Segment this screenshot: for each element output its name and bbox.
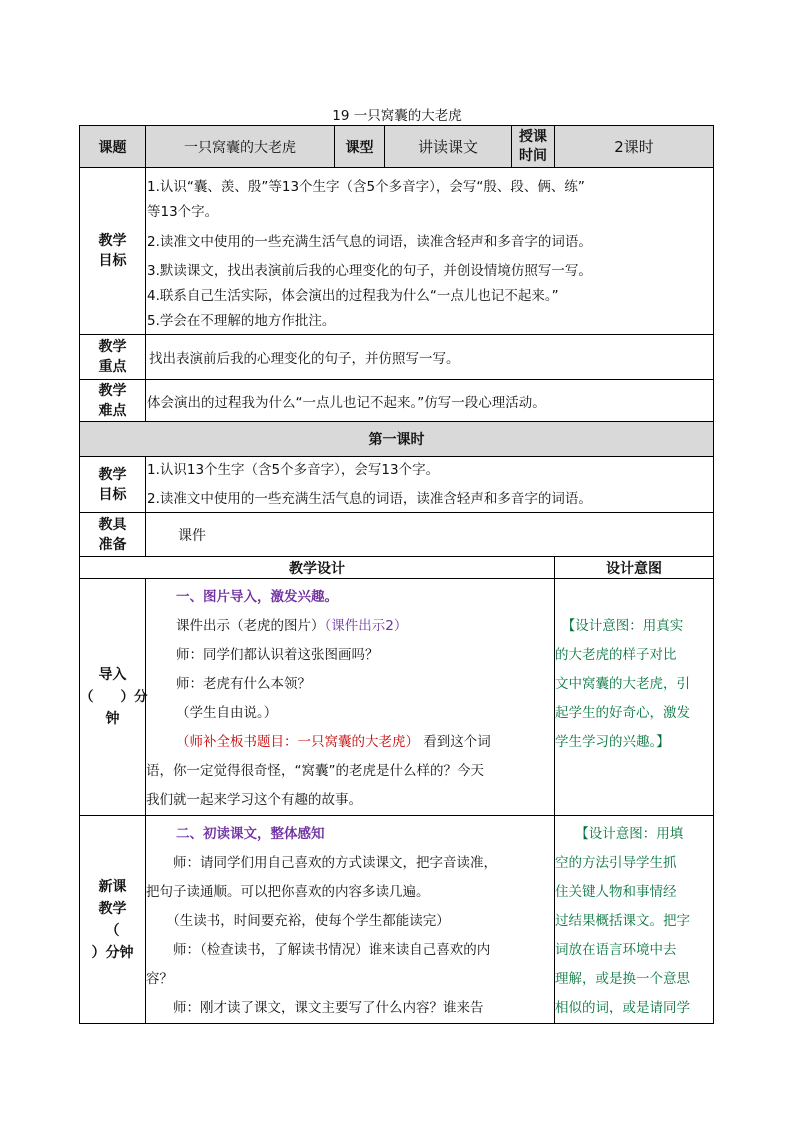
goals2-content [146, 457, 714, 513]
intro-line: 师：老虎有什么本领？ [176, 676, 311, 692]
goal-item: 4.联系自己生活实际，体会演出的过程我为什么“一点儿也记不起来。” [147, 288, 559, 304]
intro-row [80, 579, 714, 816]
design-header-row [80, 557, 714, 579]
newlesson-label: 新课 教学 （ ）分钟 [80, 816, 146, 1024]
prep-label: 教具 准备 [80, 513, 146, 557]
goals-label: 教学 目标 [80, 168, 146, 335]
goals-row [80, 168, 714, 335]
difficulties-row [80, 380, 714, 422]
goals2-row [80, 457, 714, 513]
lesson-type-label: 课型 [335, 126, 385, 168]
newlesson-line: （生读书，时间要充裕，使每个学生都能读完） [146, 913, 450, 929]
section-row [80, 422, 714, 457]
newlesson-intent: 【设计意图：用填 空的方法引导学生抓 住关键人物和事情经 过结果概括课文。把字 词放在语言环境中去 理解，或是换一个意思 相似的词，或是请同学 [555, 816, 714, 1024]
newlesson-row [80, 816, 714, 1024]
goal-item: 1.认识“囊、羡、殷”等13个生字（含5个多音字），会写“殷、段、俩、练” [147, 179, 585, 195]
difficulties-label: 教学 难点 [80, 380, 146, 422]
section-title: 第一课时 [80, 422, 714, 457]
lesson-topic-label: 课题 [80, 126, 146, 168]
goal-item: 等13个字。 [147, 204, 219, 220]
intent-header: 设计意图 [555, 557, 714, 579]
goal-item: 5.学会在不理解的地方作批注。 [147, 313, 336, 329]
newlesson-line: 师：刚才读了课文，课文主要写了什么内容？谁来告 [146, 1000, 484, 1016]
goals2-label: 教学 目标 [80, 457, 146, 513]
lesson-hours: 2课时 [555, 126, 714, 168]
intro-intent: 【设计意图：用真实 的大老虎的样子对比 文中窝囊的大老虎，引 起学生的好奇心，激发 学生学习的兴趣。】 [555, 579, 714, 816]
newlesson-line: 师：（检查读书，了解读书情况）谁来读自己喜欢的内 [146, 942, 491, 958]
goal-item: 1.认识13个生字（含5个多音字），会写13个字。 [147, 461, 440, 478]
goal-item: 3.默读课文，找出表演前后我的心理变化的句子，并创设情境仿照写一写。 [147, 263, 592, 279]
intro-line: 师：同学们都认识着这张图画吗？ [176, 647, 379, 663]
lesson-plan-table [79, 125, 714, 1024]
intro-line: （学生自由说。） [176, 705, 278, 721]
key-points-row [80, 335, 714, 380]
intro-line: （师补全板书题目：一只窝囊的大老虎） 看到这个词 [176, 734, 491, 750]
intro-line: 课件出示（老虎的图片）（课件出示2） [176, 618, 408, 634]
goal-item: 2.读准文中使用的一些充满生活气息的词语，读准含轻声和多音字的词语。 [147, 234, 592, 250]
newlesson-line: 容？ [146, 971, 173, 987]
goals-content [146, 168, 714, 335]
lesson-topic: 一只窝囊的大老虎 [146, 126, 335, 168]
intro-label: 导入 （ ）分 钟 [80, 579, 146, 816]
prep-row [80, 513, 714, 557]
key-points-text: 找出表演前后我的心理变化的句子，并仿照写一写。 [146, 335, 714, 380]
prep-text: 课件 [146, 513, 714, 557]
key-points-label: 教学 重点 [80, 335, 146, 380]
design-header: 教学设计 [80, 557, 555, 579]
newlesson-heading: 二、初读课文，整体感知 [176, 826, 325, 842]
newlesson-line: 师：请同学们用自己喜欢的方式读课文，把字音读准， [146, 855, 497, 871]
newlesson-line: 把句子读通顺。可以把你喜欢的内容多读几遍。 [146, 884, 430, 900]
intro-design [146, 579, 555, 816]
lesson-type: 讲读课文 [385, 126, 512, 168]
goal-item: 2.读准文中使用的一些充满生活气息的词语，读准含轻声和多音字的词语。 [147, 490, 592, 507]
hours-label: 授课 时间 [512, 126, 555, 168]
document-title: 19 一只窝囊的大老虎 [332, 108, 462, 124]
intro-line: 我们就一起来学习这个有趣的故事。 [146, 792, 362, 808]
intro-line: 语，你一定觉得很奇怪，“窝囊”的老虎是什么样的？今天 [146, 763, 484, 779]
newlesson-design [146, 816, 555, 1024]
header-row [80, 126, 714, 168]
difficulties-text: 体会演出的过程我为什么“一点儿也记不起来。”仿写一段心理活动。 [146, 380, 714, 422]
intro-heading: 一、图片导入，激发兴趣。 [176, 589, 338, 605]
